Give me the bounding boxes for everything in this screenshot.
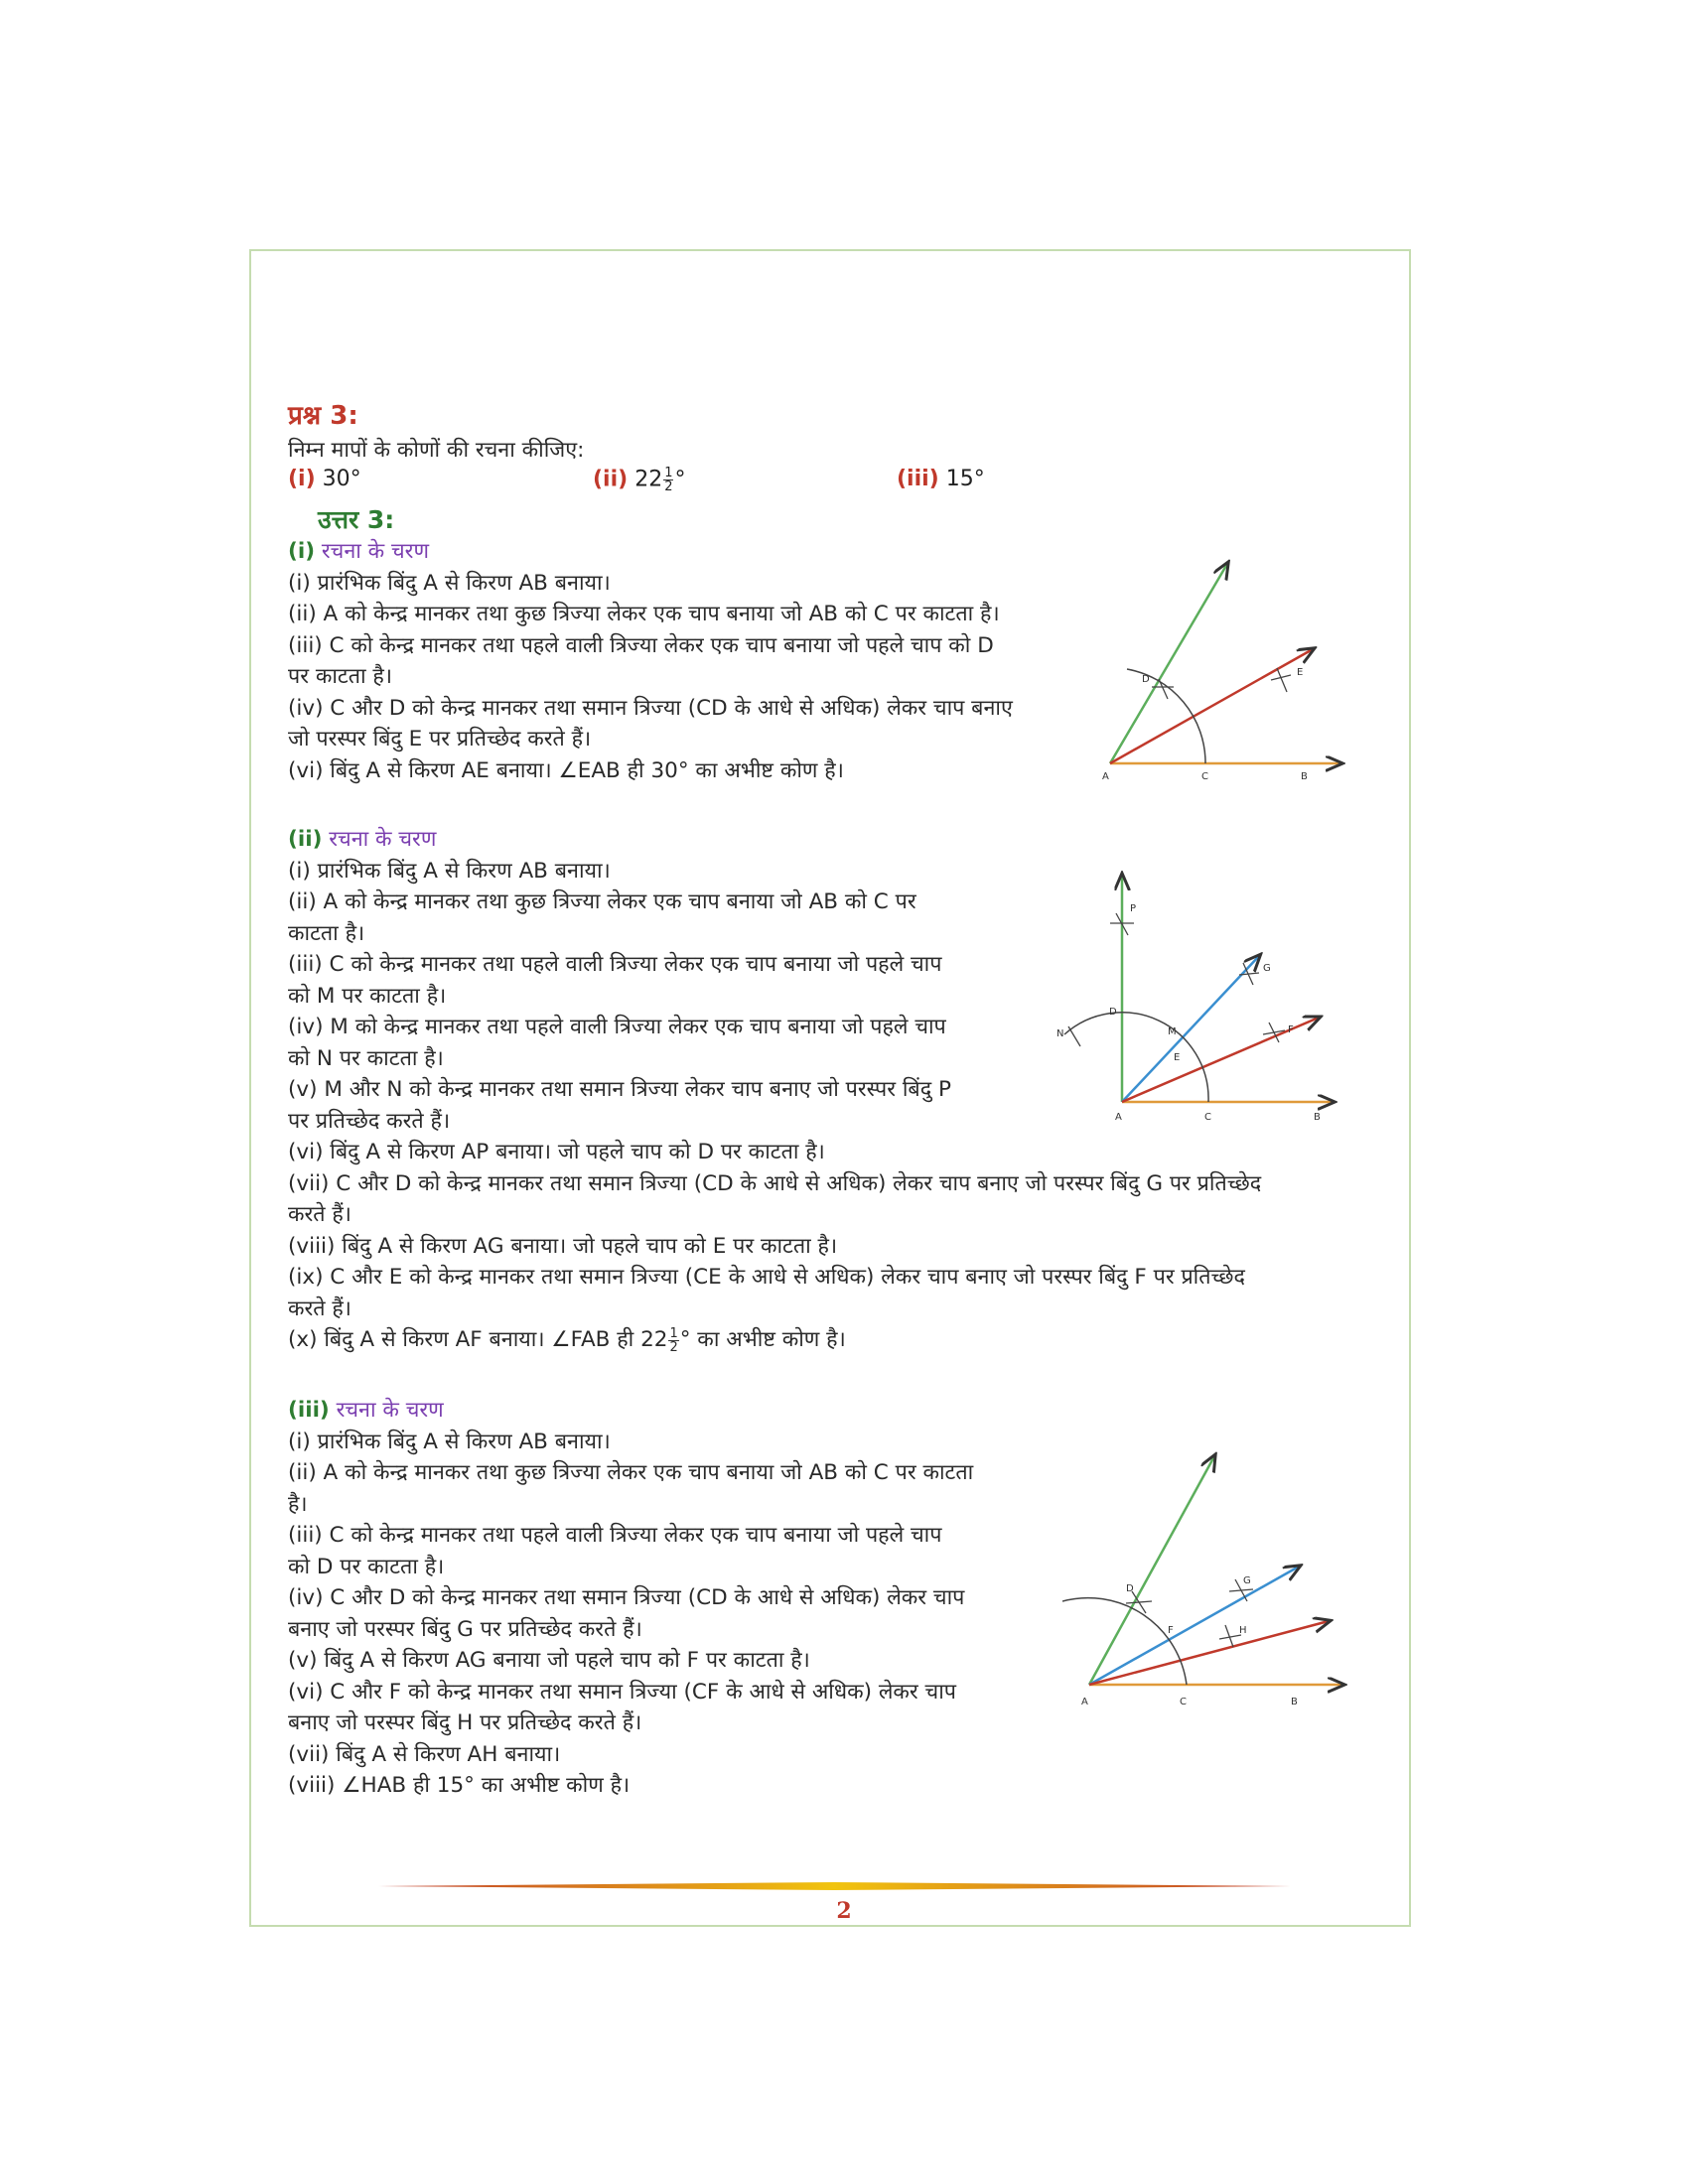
step: (ii) A को केन्द्र मानकर तथा कुछ त्रिज्या लेकर एक चाप बनाया जो AB को C पर काटता है। bbox=[288, 602, 1000, 626]
step: को D पर काटता है। bbox=[288, 1554, 445, 1579]
step: को M पर काटता है। bbox=[288, 983, 447, 1009]
label-f: F bbox=[1288, 1024, 1294, 1035]
section-heading: (iii) रचना के चरण bbox=[288, 1398, 444, 1423]
step: है। bbox=[288, 1491, 308, 1517]
option-2: (ii) 22 $\frac{1}{2}$ ° bbox=[593, 466, 686, 494]
footer-divider bbox=[377, 1882, 1291, 1890]
label-b: B bbox=[1301, 771, 1308, 782]
label-f: F bbox=[1168, 1625, 1174, 1636]
section-heading: (ii) रचना के चरण bbox=[288, 827, 437, 852]
label-c: C bbox=[1204, 1112, 1211, 1123]
label-g: G bbox=[1263, 963, 1271, 974]
step: (iv) C और D को केन्द्र मानकर तथा समान त्रिज्या (CD के आधे से अधिक) लेकर चाप bbox=[288, 1585, 965, 1610]
ray-60 bbox=[1110, 564, 1227, 763]
construction-figure-30 bbox=[1092, 556, 1360, 784]
step: बनाए जो परस्पर बिंदु G पर प्रतिच्छेद करते हैं। bbox=[288, 1616, 642, 1642]
answer-title: उत्तर 3: bbox=[318, 505, 395, 534]
label-m: M bbox=[1168, 1026, 1177, 1037]
label-a: A bbox=[1115, 1112, 1122, 1123]
step: (vii) C और D को केन्द्र मानकर तथा समान त्रिज्या (CD के आधे से अधिक) लेकर चाप बनाए जो परस्पर बिंदु G पर प्रतिच्छेद bbox=[288, 1170, 1262, 1196]
step: (ii) A को केन्द्र मानकर तथा कुछ त्रिज्या लेकर एक चाप बनाया जो AB को C पर काटता bbox=[288, 1460, 974, 1485]
label-a: A bbox=[1102, 771, 1109, 782]
construction-figure-15 bbox=[1062, 1444, 1350, 1712]
step: (viii) ∠HAB ही 15° का अभीष्ट कोण है। bbox=[288, 1773, 631, 1798]
step: (ii) A को केन्द्र मानकर तथा कुछ त्रिज्या लेकर एक चाप बनाया जो AB को C पर bbox=[288, 889, 916, 914]
step: पर प्रतिच्छेद करते हैं। bbox=[288, 1108, 451, 1134]
step: जो परस्पर बिंदु E पर प्रतिच्छेद करते हैं। bbox=[288, 727, 592, 751]
step: पर काटता है। bbox=[288, 664, 392, 689]
option-3: (iii) 15° bbox=[897, 467, 985, 491]
step: (vi) C और F को केन्द्र मानकर तथा समान त्रिज्या (CF के आधे से अधिक) लेकर चाप bbox=[288, 1679, 956, 1705]
question-block bbox=[288, 397, 584, 467]
question-text: निम्न मापों के कोणों की रचना कीजिए: bbox=[288, 438, 585, 463]
step: (iv) M को केन्द्र मानकर तथा पहले वाली त्रिज्या लेकर एक चाप बनाया जो पहले चाप bbox=[288, 1015, 946, 1039]
label-c: C bbox=[1201, 771, 1208, 782]
option-1: (i) 30° bbox=[288, 467, 361, 491]
question-title: प्रश्न 3: bbox=[288, 401, 358, 431]
label-n: N bbox=[1056, 1028, 1064, 1039]
step: काटता है। bbox=[288, 920, 365, 946]
label-a: A bbox=[1081, 1697, 1088, 1707]
intersection-h bbox=[1219, 1625, 1241, 1647]
step: (vi) बिंदु A से किरण AP बनाया। जो पहले चाप को D पर काटता है। bbox=[288, 1140, 825, 1164]
step: बनाए जो परस्पर बिंदु H पर प्रतिच्छेद करते हैं। bbox=[288, 1710, 642, 1735]
step: (x) बिंदु A से किरण AF बनाया। ∠FAB ही 22 $\frac{1}{2}$ ° का अभीष्ट कोण है। bbox=[288, 1325, 846, 1355]
label-h: H bbox=[1239, 1625, 1247, 1636]
step: (v) M और N को केन्द्र मानकर तथा समान त्रिज्या लेकर चाप बनाए जो परस्पर बिंदु P bbox=[288, 1077, 951, 1102]
step: (v) बिंदु A से किरण AG बनाया जो पहले चाप को F पर काटता है। bbox=[288, 1648, 810, 1673]
step: करते हैं। bbox=[288, 1296, 352, 1321]
page-number: 2 bbox=[836, 1898, 852, 1924]
step: (iii) C को केन्द्र मानकर तथा पहले वाली त्रिज्या लेकर एक चाप बनाया जो पहले चाप bbox=[288, 1523, 942, 1548]
step: (viii) बिंदु A से किरण AG बनाया। जो पहले चाप को E पर काटता है। bbox=[288, 1233, 838, 1259]
step: (iii) C को केन्द्र मानकर तथा पहले वाली त्रिज्या लेकर एक चाप बनाया जो पहले चाप को D bbox=[288, 632, 994, 658]
label-b: B bbox=[1291, 1697, 1298, 1707]
step: को N पर काटता है। bbox=[288, 1045, 444, 1071]
step: (i) प्रारंभिक बिंदु A से किरण AB बनाया। bbox=[288, 858, 611, 884]
step: (iii) C को केन्द्र मानकर तथा पहले वाली त्रिज्या लेकर एक चाप बनाया जो पहले चाप bbox=[288, 952, 942, 977]
step: (vi) बिंदु A से किरण AE बनाया। ∠EAB ही 30° का अभीष्ट कोण है। bbox=[288, 757, 844, 783]
fraction: $\frac{1}{2}$ bbox=[669, 1325, 678, 1355]
step: (i) प्रारंभिक बिंदु A से किरण AB बनाया। bbox=[288, 1429, 611, 1454]
label-d: D bbox=[1109, 1007, 1117, 1018]
label-b: B bbox=[1314, 1112, 1321, 1123]
main-arc bbox=[1064, 1013, 1208, 1102]
construction-figure-22-5 bbox=[1053, 864, 1340, 1127]
label-e: E bbox=[1174, 1052, 1181, 1063]
step: करते हैं। bbox=[288, 1202, 352, 1227]
section-heading: (i) रचना के चरण bbox=[288, 539, 429, 564]
ray-ah bbox=[1089, 1621, 1329, 1685]
step: (ix) C और E को केन्द्र मानकर तथा समान त्रिज्या (CE के आधे से अधिक) लेकर चाप बनाए जो परस्पर बिंदु F पर प्रतिच्छेद bbox=[288, 1265, 1245, 1290]
section-3 bbox=[288, 1395, 973, 1802]
question-options bbox=[288, 467, 1281, 500]
intersection-n bbox=[1068, 1026, 1080, 1046]
fraction: $\frac{1}{2}$ bbox=[664, 466, 673, 494]
label-d: D bbox=[1142, 674, 1150, 685]
label-e: E bbox=[1297, 667, 1304, 678]
step: (vii) बिंदु A से किरण AH बनाया। bbox=[288, 1741, 561, 1767]
label-g: G bbox=[1243, 1575, 1251, 1586]
ray-ae bbox=[1110, 649, 1313, 763]
label-d: D bbox=[1126, 1583, 1134, 1594]
ray-ag bbox=[1122, 956, 1259, 1102]
label-p: P bbox=[1130, 903, 1137, 914]
step: (iv) C और D को केन्द्र मानकर तथा समान त्रिज्या (CD के आधे से अधिक) लेकर चाप बनाए bbox=[288, 695, 1013, 721]
step: (i) प्रारंभिक बिंदु A से किरण AB बनाया। bbox=[288, 570, 611, 596]
label-c: C bbox=[1180, 1697, 1187, 1707]
section-1 bbox=[288, 536, 1013, 786]
